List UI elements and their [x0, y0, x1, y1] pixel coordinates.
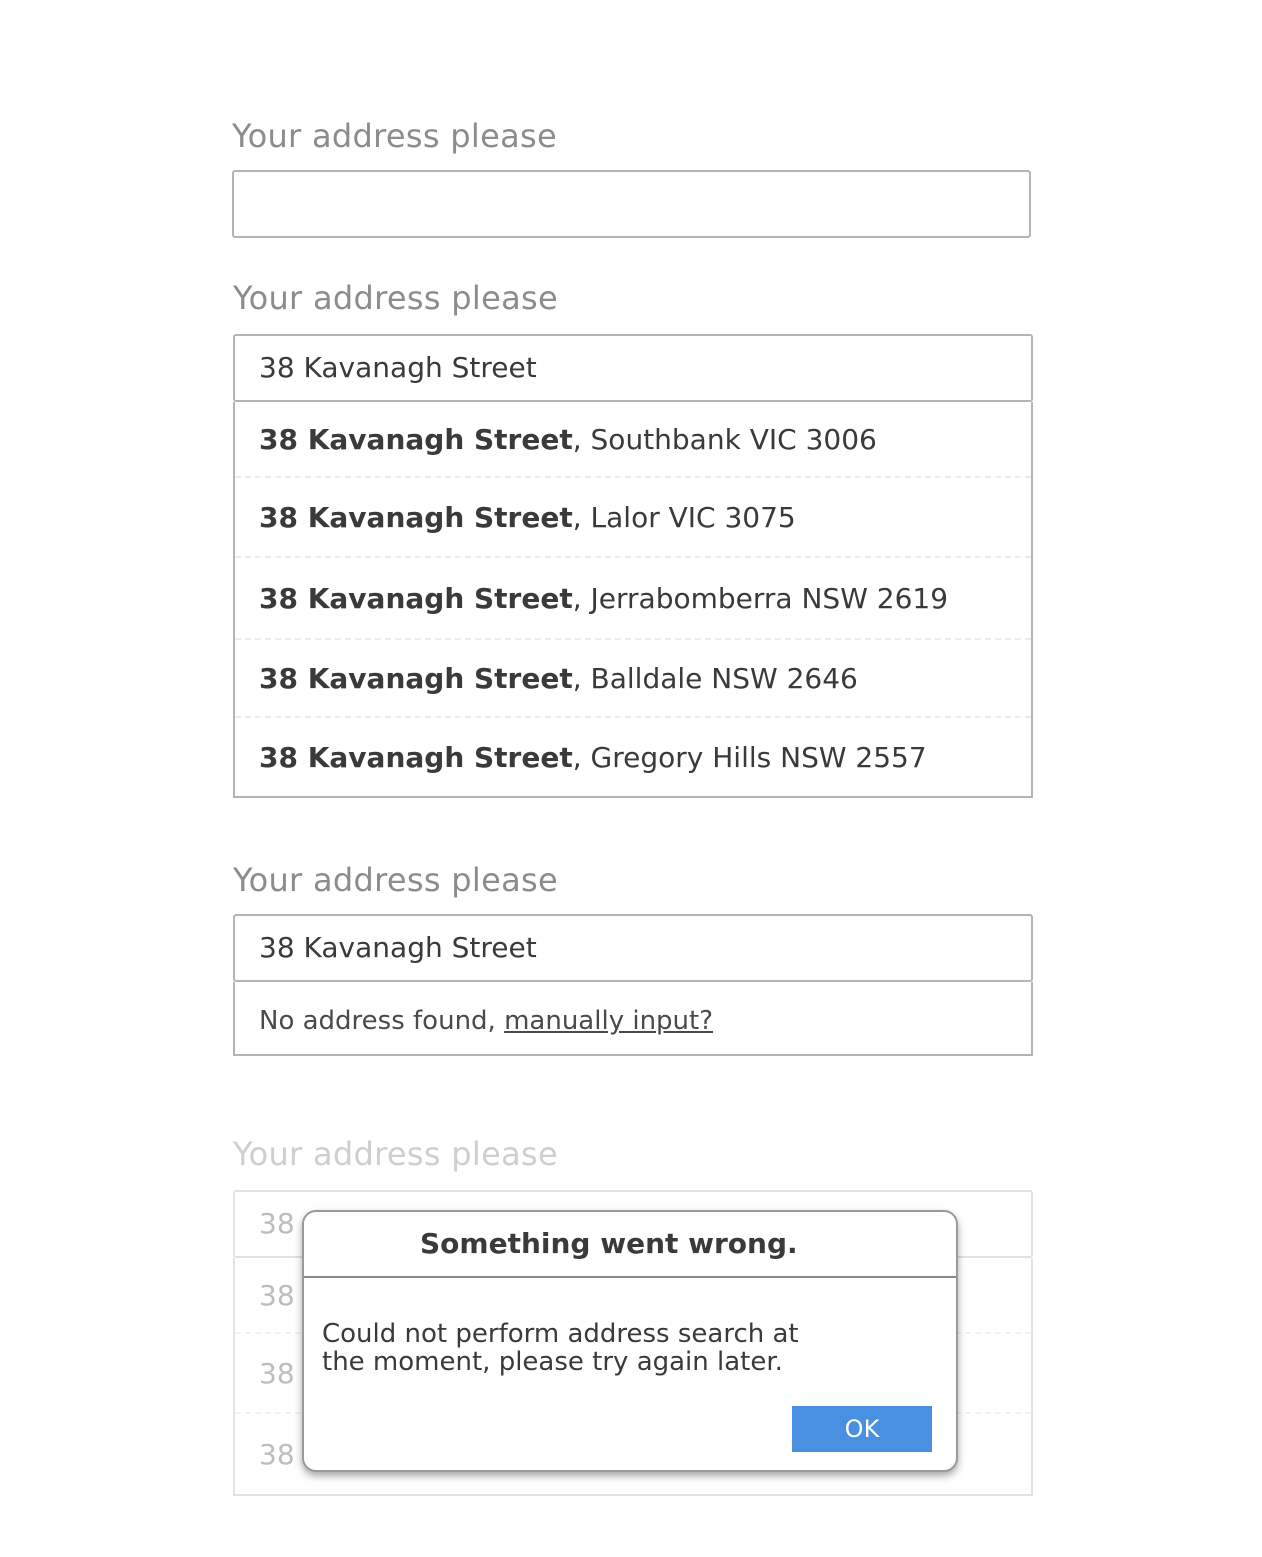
suggestion-match: 38 Kavanagh Street: [259, 500, 573, 534]
suggestion-item[interactable]: [235, 558, 1031, 640]
address-input: 38: [233, 1190, 1033, 1258]
suggestion-locality: , Southbank VIC 3006: [572, 422, 877, 456]
error-dialog: [302, 1210, 958, 1472]
dialog-message: [322, 1320, 862, 1376]
address-label: Your address please: [232, 117, 557, 155]
ok-button[interactable]: OK: [792, 1406, 932, 1452]
suggestion-item[interactable]: [235, 640, 1031, 718]
address-input[interactable]: [232, 170, 1031, 238]
address-label: Your address please: [233, 279, 558, 317]
suggestion-locality: , Lalor VIC 3075: [572, 500, 796, 534]
suggestion-item[interactable]: [235, 478, 1031, 558]
no-result-message: [233, 982, 1033, 1056]
address-form-no-result: [233, 860, 1033, 1056]
suggestion-list: [233, 402, 1033, 798]
suggestion-match: 38 Kavanagh Street: [259, 740, 573, 774]
suggestion-item[interactable]: [235, 718, 1031, 796]
suggestion-item: 38: [235, 1258, 1031, 1334]
suggestion-item: 38: [259, 1437, 295, 1471]
suggestion-match: 38 Kavanagh Street: [259, 661, 573, 695]
dialog-message-line: the moment, please try again later.: [322, 1347, 783, 1377]
suggestion-match: 38 Kavanagh Street: [259, 422, 573, 456]
suggestion-locality: , Balldale NSW 2646: [572, 661, 858, 695]
address-form-empty: [232, 116, 1032, 238]
suggestion-item: 38: [235, 1334, 1031, 1414]
suggestion-locality: , Jerrabomberra NSW 2619: [572, 581, 949, 615]
suggestion-item[interactable]: [235, 402, 1031, 478]
address-form-suggestions: [233, 278, 1033, 798]
address-input[interactable]: 38 Kavanagh Street: [233, 334, 1033, 402]
address-label: Your address please: [233, 861, 558, 899]
dialog-message-line: Could not perform address search at: [322, 1319, 799, 1349]
suggestion-locality: , Gregory Hills NSW 2557: [572, 740, 927, 774]
no-result-text: No address found,: [259, 1006, 505, 1036]
suggestion-match: 38 Kavanagh Street: [259, 581, 573, 615]
address-input[interactable]: 38 Kavanagh Street: [233, 914, 1033, 982]
dialog-title: Something went wrong.: [304, 1212, 956, 1278]
manual-input-link[interactable]: manually input?: [504, 1006, 714, 1036]
address-label: Your address please: [233, 1135, 558, 1173]
